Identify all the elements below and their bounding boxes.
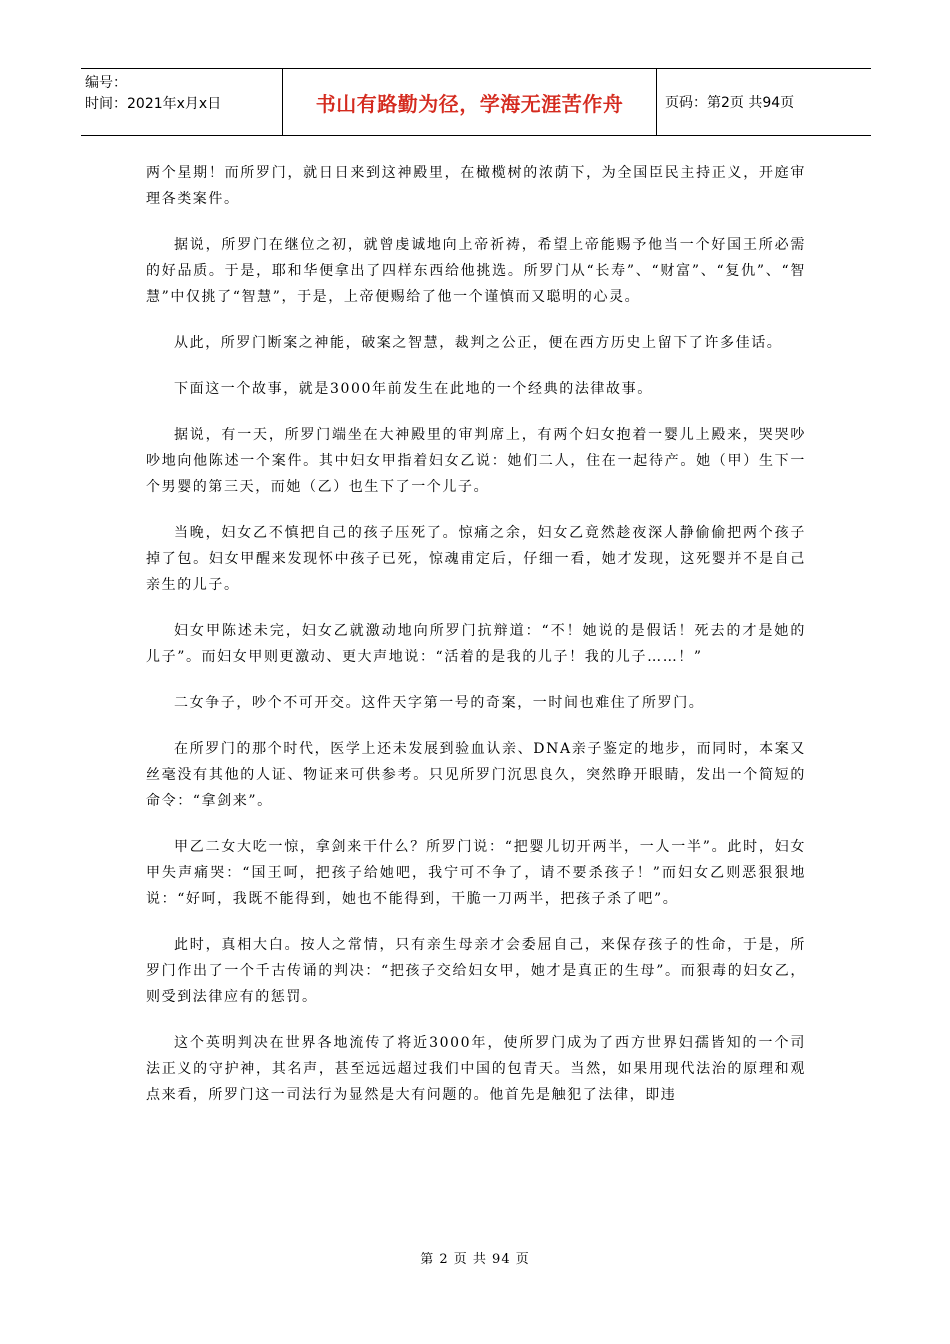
header-motto: 书山有路勤为径，学海无涯苦作舟 bbox=[283, 69, 657, 135]
paragraph: 据说，有一天，所罗门端坐在大神殿里的审判席上，有两个妇女抱着一婴儿上殿来，哭哭吵吵地向他陈述一个案件。其中妇女甲指着妇女乙说：她们二人，住在一起待产。她（甲）生下一个男婴的第三天，而她（乙）也生下了一个儿子。 bbox=[146, 427, 806, 495]
header-page-indicator: 页码：第2页 共94页 bbox=[665, 95, 795, 111]
paragraph: 在所罗门的那个时代，医学上还未发展到验血认亲、DNA亲子鉴定的地步，而同时，本案又丝毫没有其他的人证、物证来可供参考。只见所罗门沉思良久，突然睁开眼睛，发出一个简短的命令：“拿剑来”。 bbox=[146, 741, 806, 809]
paragraph: 甲乙二女大吃一惊，拿剑来干什么？所罗门说：“把婴儿切开两半，一人一半”。此时，妇女甲失声痛哭：“国王呵，把孩子给她吧，我宁可不争了，请不要杀孩子！”而妇女乙则恶狠狠地说：“好呵，我既不能得到，她也不能得到，干脆一刀两半，把孩子杀了吧”。 bbox=[146, 839, 806, 907]
paragraph: 下面这一个故事，就是3000年前发生在此地的一个经典的法律故事。 bbox=[174, 381, 653, 397]
paragraph: 此时，真相大白。按人之常情，只有亲生母亲才会委屈自己，来保存孩子的性命，于是，所罗门作出了一个千古传诵的判决：“把孩子交给妇女甲，她才是真正的生母”。而狠毒的妇女乙，则受到法律应有的惩罚。 bbox=[146, 937, 806, 1005]
header-info-cell bbox=[81, 69, 283, 135]
page-footer: 第 2 页 共 94 页 bbox=[420, 1252, 530, 1267]
paragraph: 两个星期！而所罗门，就日日来到这神殿里，在橄榄树的浓荫下，为全国臣民主持正义，开庭审理各类案件。 bbox=[146, 165, 806, 207]
document-number-label: 编号： bbox=[85, 75, 127, 91]
paragraph: 从此，所罗门断案之神能，破案之智慧，裁判之公正，便在西方历史上留下了许多佳话。 bbox=[174, 335, 783, 351]
paragraph: 二女争子，吵个不可开交。这件天字第一号的奇案，一时间也难住了所罗门。 bbox=[174, 695, 705, 711]
paragraph: 据说，所罗门在继位之初，就曾虔诚地向上帝祈祷，希望上帝能赐予他当一个好国王所必需的好品质。于是，耶和华便拿出了四样东西给他挑选。所罗门从“长寿”、“财富”、“复仇”、“智慧”中仅挑了“智慧”，于是，上帝便赐给了他一个谨慎而又聪明的心灵。 bbox=[146, 237, 806, 305]
paragraph: 当晚，妇女乙不慎把自己的孩子压死了。惊痛之余，妇女乙竟然趁夜深人静偷偷把两个孩子掉了包。妇女甲醒来发现怀中孩子已死，惊魂甫定后，仔细一看，她才发现，这死婴并不是自己亲生的儿子。 bbox=[146, 525, 806, 593]
document-date-label: 时间：2021年x月x日 bbox=[85, 96, 222, 112]
paragraph: 妇女甲陈述未完，妇女乙就激动地向所罗门抗辩道：“不！她说的是假话！死去的才是她的儿子”。而妇女甲则更激动、更大声地说：“活着的是我的儿子！我的儿子……！” bbox=[146, 623, 806, 665]
paragraph: 这个英明判决在世界各地流传了将近3000年，使所罗门成为了西方世界妇孺皆知的一个司法正义的守护神，其名声，甚至远远超过我们中国的包青天。当然，如果用现代法治的原理和观点来看，所罗门这一司法行为显然是大有问题的。他首先是触犯了法律，即违 bbox=[146, 1035, 806, 1103]
page-header bbox=[81, 68, 871, 136]
document-body bbox=[146, 160, 806, 1128]
